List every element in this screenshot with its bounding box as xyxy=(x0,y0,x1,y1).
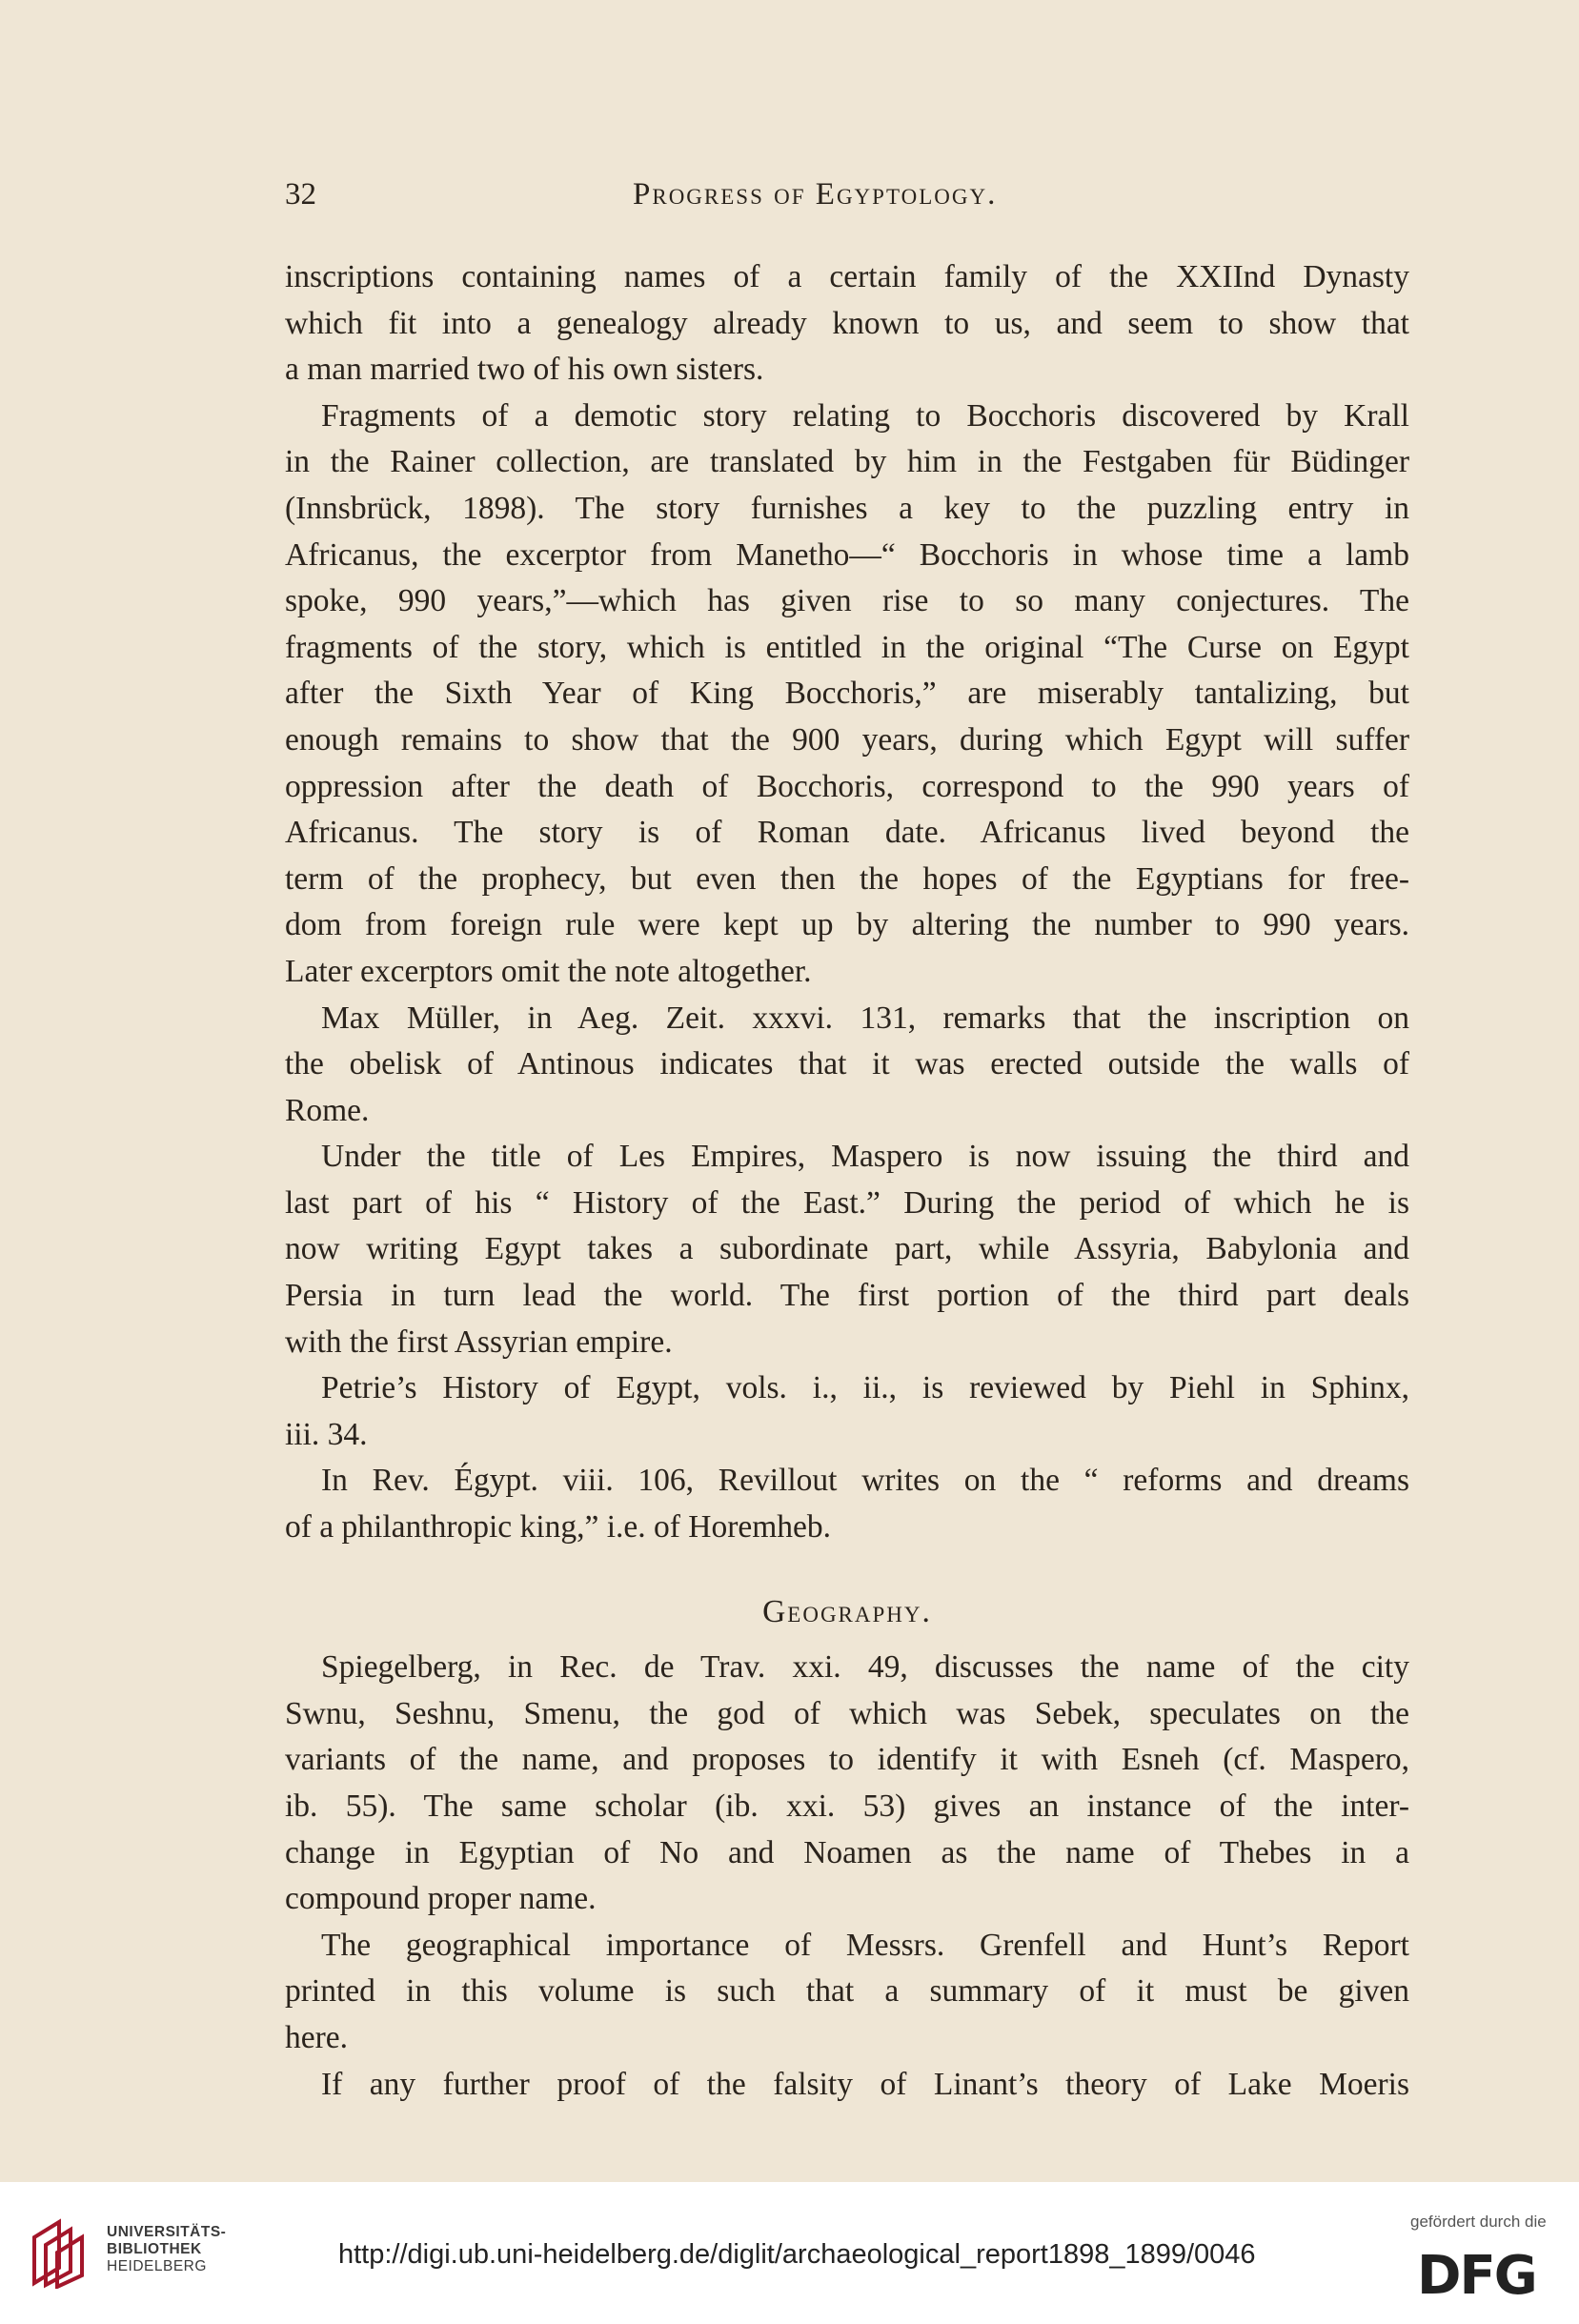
text-line: Petrie’s History of Egypt, vols. i., ii., is reviewed by Piehl in Sphinx, xyxy=(321,1370,1409,1406)
text-line: with the first Assyrian empire. xyxy=(285,1324,673,1360)
page-body xyxy=(285,254,1409,2108)
text-line: Rome. xyxy=(285,1092,370,1128)
text-line: Under the title of Les Empires, Maspero is now issuing the third and xyxy=(321,1139,1409,1175)
text-line: oppression after the death of Bocchoris, correspond to the 990 years of xyxy=(285,768,1409,804)
text-line: fragments of the story, which is entitled in the original “The Curse on Egypt xyxy=(285,629,1409,665)
text-line: In Rev. Égypt. viii. 106, Revillout writes on the “ reforms and dreams xyxy=(321,1463,1409,1499)
text-line: Africanus. The story is of Roman date. Africanus lived beyond the xyxy=(285,815,1409,851)
library-name-line: HEIDELBERG xyxy=(107,2258,207,2274)
running-title: Progress of Egyptology. xyxy=(633,177,998,212)
running-head xyxy=(285,177,1409,219)
text-line: ib. 55). The same scholar (ib. xxi. 53) gives an instance of the inter- xyxy=(285,1788,1409,1824)
library-name-line: UNIVERSITÄTS- xyxy=(107,2224,227,2240)
section-heading: Geography. xyxy=(762,1593,932,1629)
text-line: Persia in turn lead the world. The first portion of the third part deals xyxy=(285,1278,1409,1314)
text-line: term of the prophecy, but even then the hopes of the Egyptians for free- xyxy=(285,860,1409,897)
text-line: printed in this volume is such that a summary of it must be given xyxy=(285,1973,1409,2010)
text-line: dom from foreign rule were kept up by altering the number to 990 years. xyxy=(285,907,1409,943)
library-name xyxy=(107,2224,226,2275)
text-line: Spiegelberg, in Rec. de Trav. xxi. 49, discusses the name of the city xyxy=(321,1649,1409,1686)
text-line: in the Rainer collection, are translated by him in the Festgaben für Büdinger xyxy=(285,444,1409,480)
text-line: Swnu, Seshnu, Smenu, the god of which was Sebek, speculates on the xyxy=(285,1695,1409,1731)
text-line: (Innsbrück, 1898). The story furnishes a key to the puzzling entry in xyxy=(285,490,1409,526)
permalink-url[interactable]: http://digi.ub.uni-heidelberg.de/diglit/archaeological_report1898_1899/0046 xyxy=(338,2239,1256,2270)
text-line: Africanus, the excerptor from Manetho—“ Bocchoris in whose time a lamb xyxy=(285,536,1409,573)
text-line: which fit into a genealogy already known to us, and seem to show that xyxy=(285,305,1409,341)
text-line: The geographical importance of Messrs. Grenfell and Hunt’s Report xyxy=(321,1927,1409,1963)
digitization-footer xyxy=(0,2182,1579,2324)
text-line: the obelisk of Antinous indicates that it was erected outside the walls of xyxy=(285,1046,1409,1082)
text-line: a man married two of his own sisters. xyxy=(285,352,764,388)
text-line: here. xyxy=(285,2019,349,2055)
text-line: enough remains to show that the 900 years, during which Egypt will suffer xyxy=(285,721,1409,758)
text-line: Later excerptors omit the note altogether. xyxy=(285,953,812,989)
text-line: variants of the name, and proposes to identify it with Esneh (cf. Maspero, xyxy=(285,1742,1409,1778)
funding-label: gefördert durch die xyxy=(1410,2213,1547,2231)
text-line: of a philanthropic king,” i.e. of Horemheb. xyxy=(285,1509,832,1546)
text-line: after the Sixth Year of King Bocchoris,” are miserably tantalizing, but xyxy=(285,676,1409,712)
text-line: spoke, 990 years,”—which has given rise to so many conjectures. The xyxy=(285,583,1409,619)
text-line: iii. 34. xyxy=(285,1416,368,1452)
page-number: 32 xyxy=(285,177,316,212)
text-line: now writing Egypt takes a subordinate part, while Assyria, Babylonia and xyxy=(285,1231,1409,1267)
text-line: If any further proof of the falsity of Linant’s theory of Lake Moeris xyxy=(321,2066,1409,2102)
text-line: change in Egyptian of No and Noamen as the name of Thebes in a xyxy=(285,1834,1409,1870)
text-line: compound proper name. xyxy=(285,1881,597,1917)
text-line: Max Müller, in Aeg. Zeit. xxxvi. 131, remarks that the inscription on xyxy=(321,1000,1409,1036)
library-name-line: BIBLIOTHEK xyxy=(107,2241,202,2257)
text-line: last part of his “ History of the East.” During the period of which he is xyxy=(285,1184,1409,1221)
text-line: inscriptions containing names of a certain family of the XXIInd Dynasty xyxy=(285,259,1409,294)
text-line: Fragments of a demotic story relating to Bocchoris discovered by Krall xyxy=(321,397,1409,434)
library-logo-icon xyxy=(27,2216,93,2289)
dfg-logo: DFG xyxy=(1417,2245,1536,2307)
